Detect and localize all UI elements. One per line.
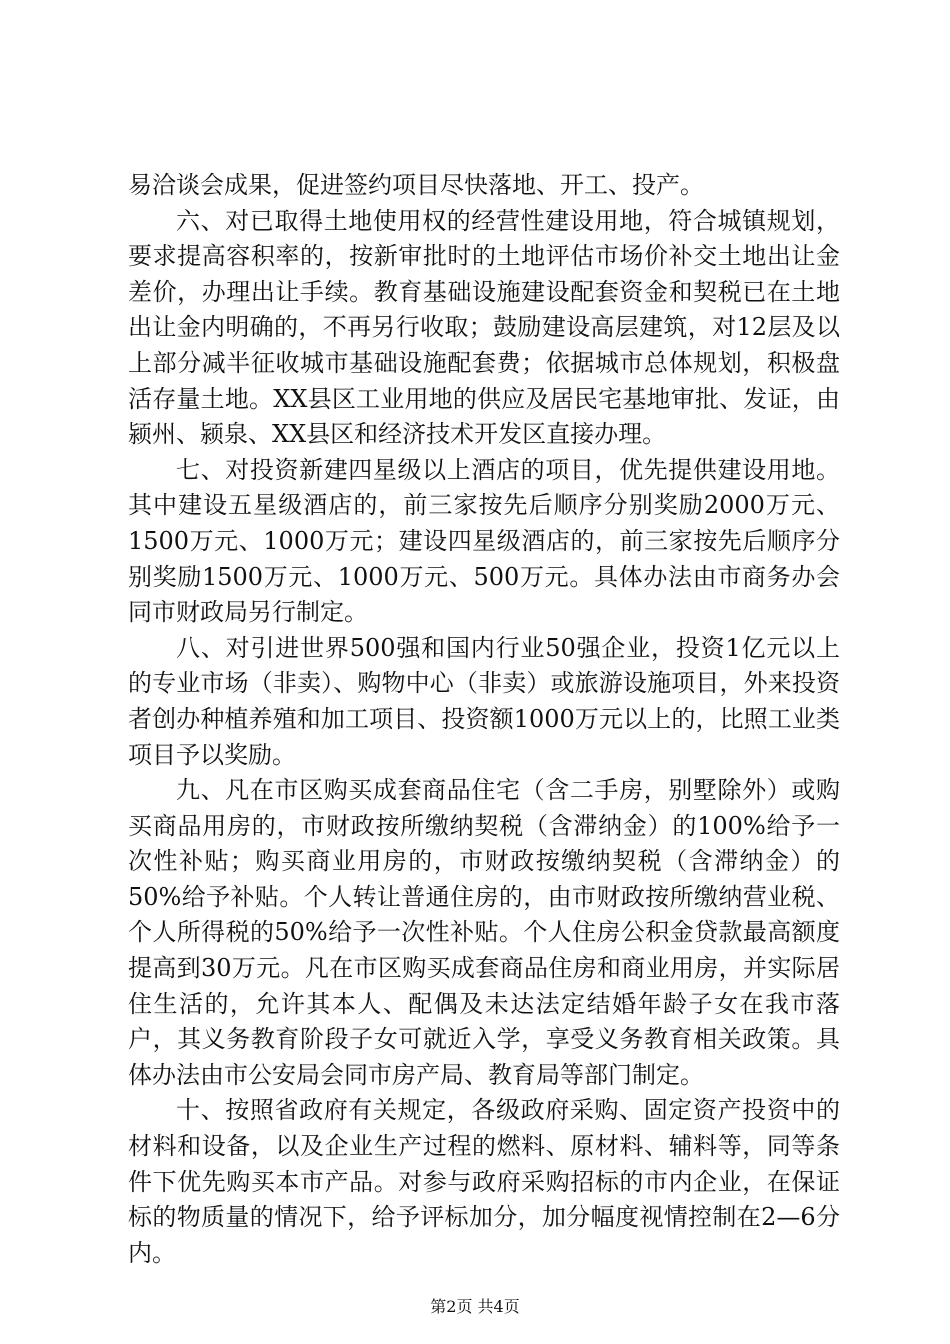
paragraph-item-6: 六、对已取得土地使用权的经营性建设用地，符合城镇规划，要求提高容积率的，按新审批时的土地评估市场价补交土地出让金差价，办理出让手续。教育基础设施建设配套资金和契税已在土地出让金内明确的，不再另行收取；鼓励建设高层建筑，对12层及以上部分减半征收城市基础设施配套费；依据城市总体规划，积极盘活存量土地。XX县区工业用地的供应及居民宅基地审批、发证，由颍州、颍泉、XX县区和经济技术开发区直接办理。 <box>128 206 840 449</box>
paragraph-item-9: 九、凡在市区购买成套商品住宅（含二手房，别墅除外）或购买商品用房的，市财政按所缴纳契税（含滞纳金）的100%给予一次性补贴；购买商业用房的，市财政按缴纳契税（含滞纳金）的50%给予补贴。个人转让普通住房的，由市财政按所缴纳营业税、个人所得税的50%给予一次性补贴。个人住房公积金贷款最高额度提高到30万元。凡在市区购买成套商品住房和商业用房，并实际居住生活的，允许其本人、配偶及未达法定结婚年龄子女在我市落户，其义务教育阶段子女可就近入学，享受义务教育相关政策。具体办法由市公安局会同市房产局、教育局等部门制定。 <box>128 776 840 1089</box>
paragraph-continuation: 易洽谈会成果，促进签约项目尽快落地、开工、投产。 <box>128 171 704 199</box>
paragraph-item-8: 八、对引进世界500强和国内行业50强企业，投资1亿元以上的专业市场（非卖）、购物中心（非卖）或旅游设施项目，外来投资者创办种植养殖和加工项目、投资额1000万元以上的，比照工业类项目予以奖励。 <box>128 633 840 769</box>
page-number-footer: 第2页 共4页 <box>430 1297 520 1316</box>
paragraph-item-10: 十、按照省政府有关规定，各级政府采购、固定资产投资中的材料和设备，以及企业生产过程的燃料、原材料、辅料等，同等条件下优先购买本市产品。对参与政府采购招标的市内企业，在保证标的物质量的情况下，给予评标加分，加分幅度视情控制在2—6分内。 <box>128 1096 840 1267</box>
paragraph-item-7: 七、对投资新建四星级以上酒店的项目，优先提供建设用地。其中建设五星级酒店的，前三家按先后顺序分别奖励2000万元、1500万元、1000万元；建设四星级酒店的，前三家按先后顺序分别奖励1500万元、1000万元、500万元。具体办法由市商务办会同市财政局另行制定。 <box>128 455 840 627</box>
document-body <box>128 168 840 1271</box>
